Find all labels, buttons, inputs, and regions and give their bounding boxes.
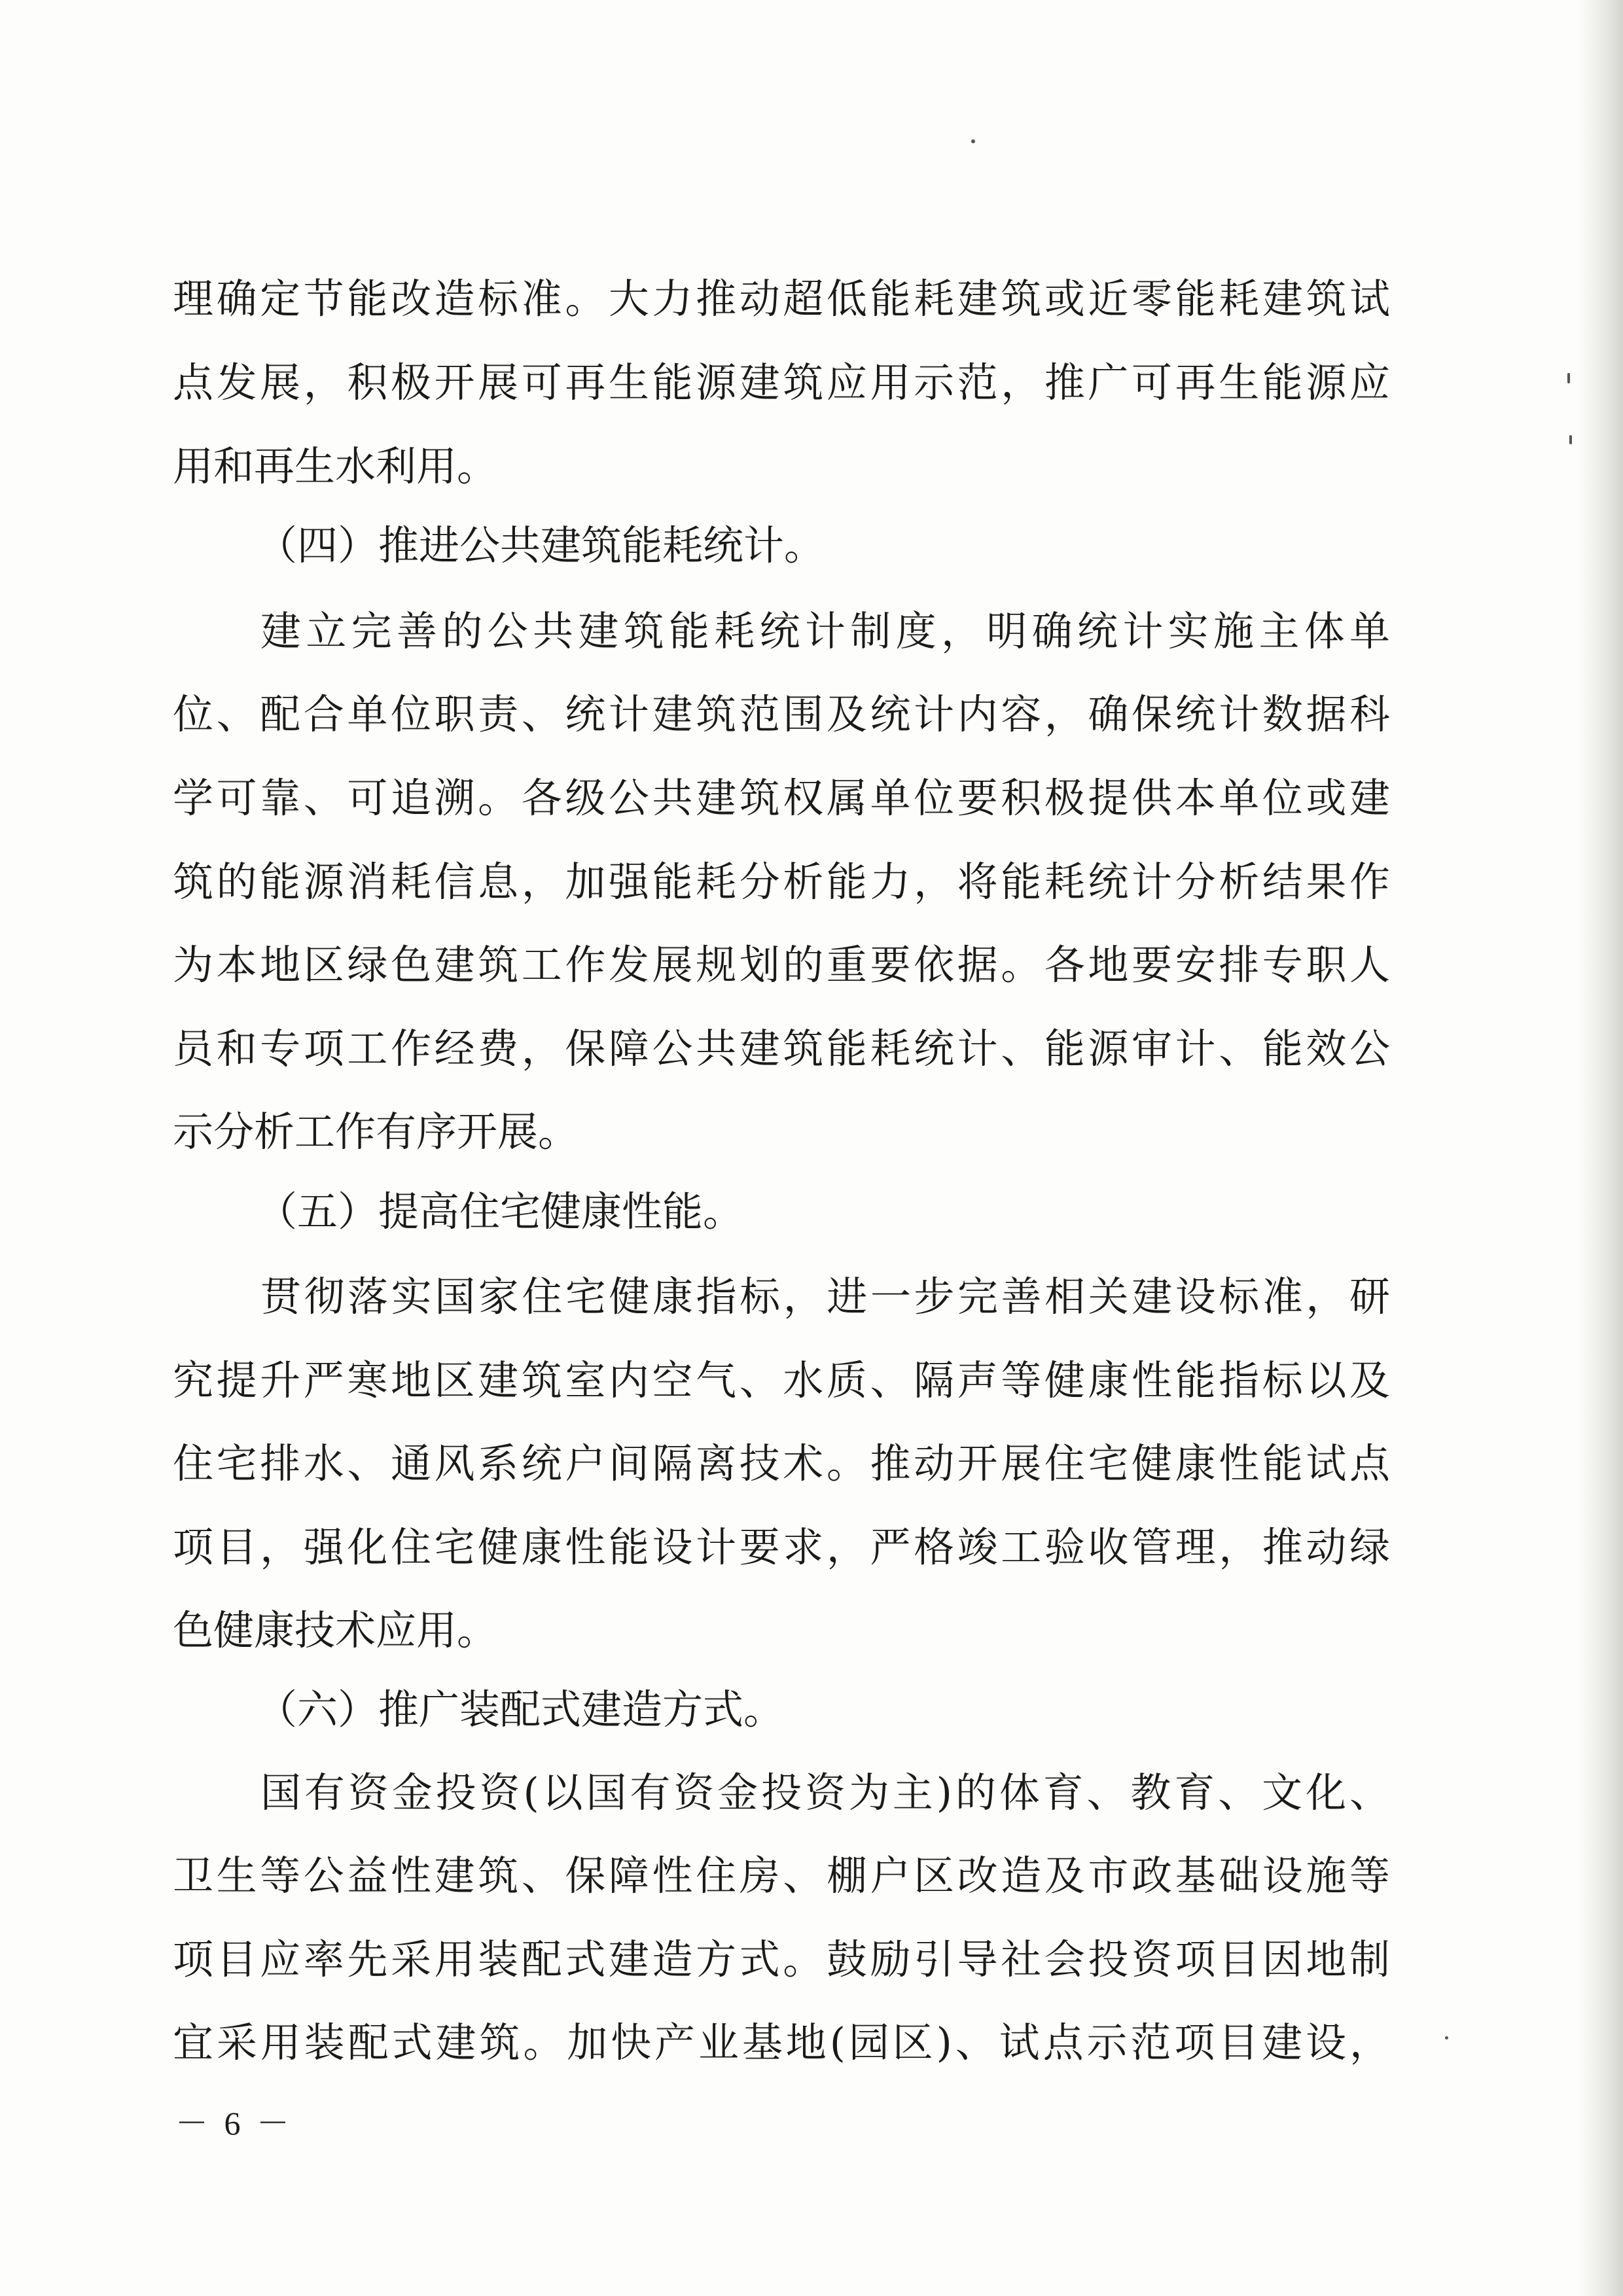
page-number: － 6 － — [175, 2105, 293, 2142]
paragraph-line: 为本地区绿色建筑工作发展规划的重要依据。各地要安排专职人 — [173, 941, 1390, 989]
section-heading: （五）提高住宅健康性能。 — [257, 1188, 744, 1235]
paragraph-line: 建立完善的公共建筑能耗统计制度，明确统计实施主体单 — [260, 607, 1390, 655]
section-heading: （六）推广装配式建造方式。 — [257, 1686, 785, 1733]
paragraph-line: 点发展，积极开展可再生能源建筑应用示范，推广可再生能源应 — [173, 359, 1390, 406]
scan-edge-shadow — [1577, 0, 1623, 2296]
paragraph-line: 筑的能源消耗信息，加强能耗分析能力，将能耗统计分析结果作 — [173, 858, 1390, 906]
paragraph-line: 位、配合单位职责、统计建筑范围及统计内容，确保统计数据科 — [173, 690, 1390, 738]
paragraph-line: 色健康技术应用。 — [173, 1606, 498, 1654]
paragraph-line: 贯彻落实国家住宅健康指标，进一步完善相关建设标准，研 — [260, 1273, 1390, 1320]
scan-speck — [1567, 373, 1570, 383]
scan-speck — [1569, 435, 1572, 444]
paragraph-line: 卫生等公益性建筑、保障性住房、棚户区改造及市政基础设施等 — [173, 1852, 1390, 1899]
scan-speck — [1445, 2036, 1448, 2040]
scan-speck — [971, 139, 975, 143]
section-heading: （四）推进公共建筑能耗统计。 — [257, 521, 825, 569]
paragraph-line: 示分析工作有序开展。 — [173, 1108, 579, 1156]
paragraph-line: 项目应率先采用装配式建造方式。鼓励引导社会投资项目因地制 — [173, 1935, 1390, 1983]
paragraph-line: 理确定节能改造标准。大力推动超低能耗建筑或近零能耗建筑试 — [173, 275, 1390, 323]
paragraph-line: 住宅排水、通风系统户间隔离技术。推动开展住宅健康性能试点 — [173, 1439, 1390, 1487]
paragraph-line: 究提升严寒地区建筑室内空气、水质、隔声等健康性能指标以及 — [173, 1356, 1390, 1404]
paragraph-line: 项目，强化住宅健康性能设计要求，严格竣工验收管理，推动绿 — [173, 1523, 1390, 1571]
paragraph-line: 国有资金投资(以国有资金投资为主)的体育、教育、文化、 — [260, 1769, 1390, 1816]
paragraph-line: 宜采用装配式建筑。加快产业基地(园区)、试点示范项目建设， — [173, 2019, 1390, 2066]
paragraph-line: 用和再生水利用。 — [173, 442, 498, 490]
paragraph-line: 学可靠、可追溯。各级公共建筑权属单位要积极提供本单位或建 — [173, 774, 1390, 822]
paragraph-line: 员和专项工作经费，保障公共建筑能耗统计、能源审计、能效公 — [173, 1025, 1390, 1072]
